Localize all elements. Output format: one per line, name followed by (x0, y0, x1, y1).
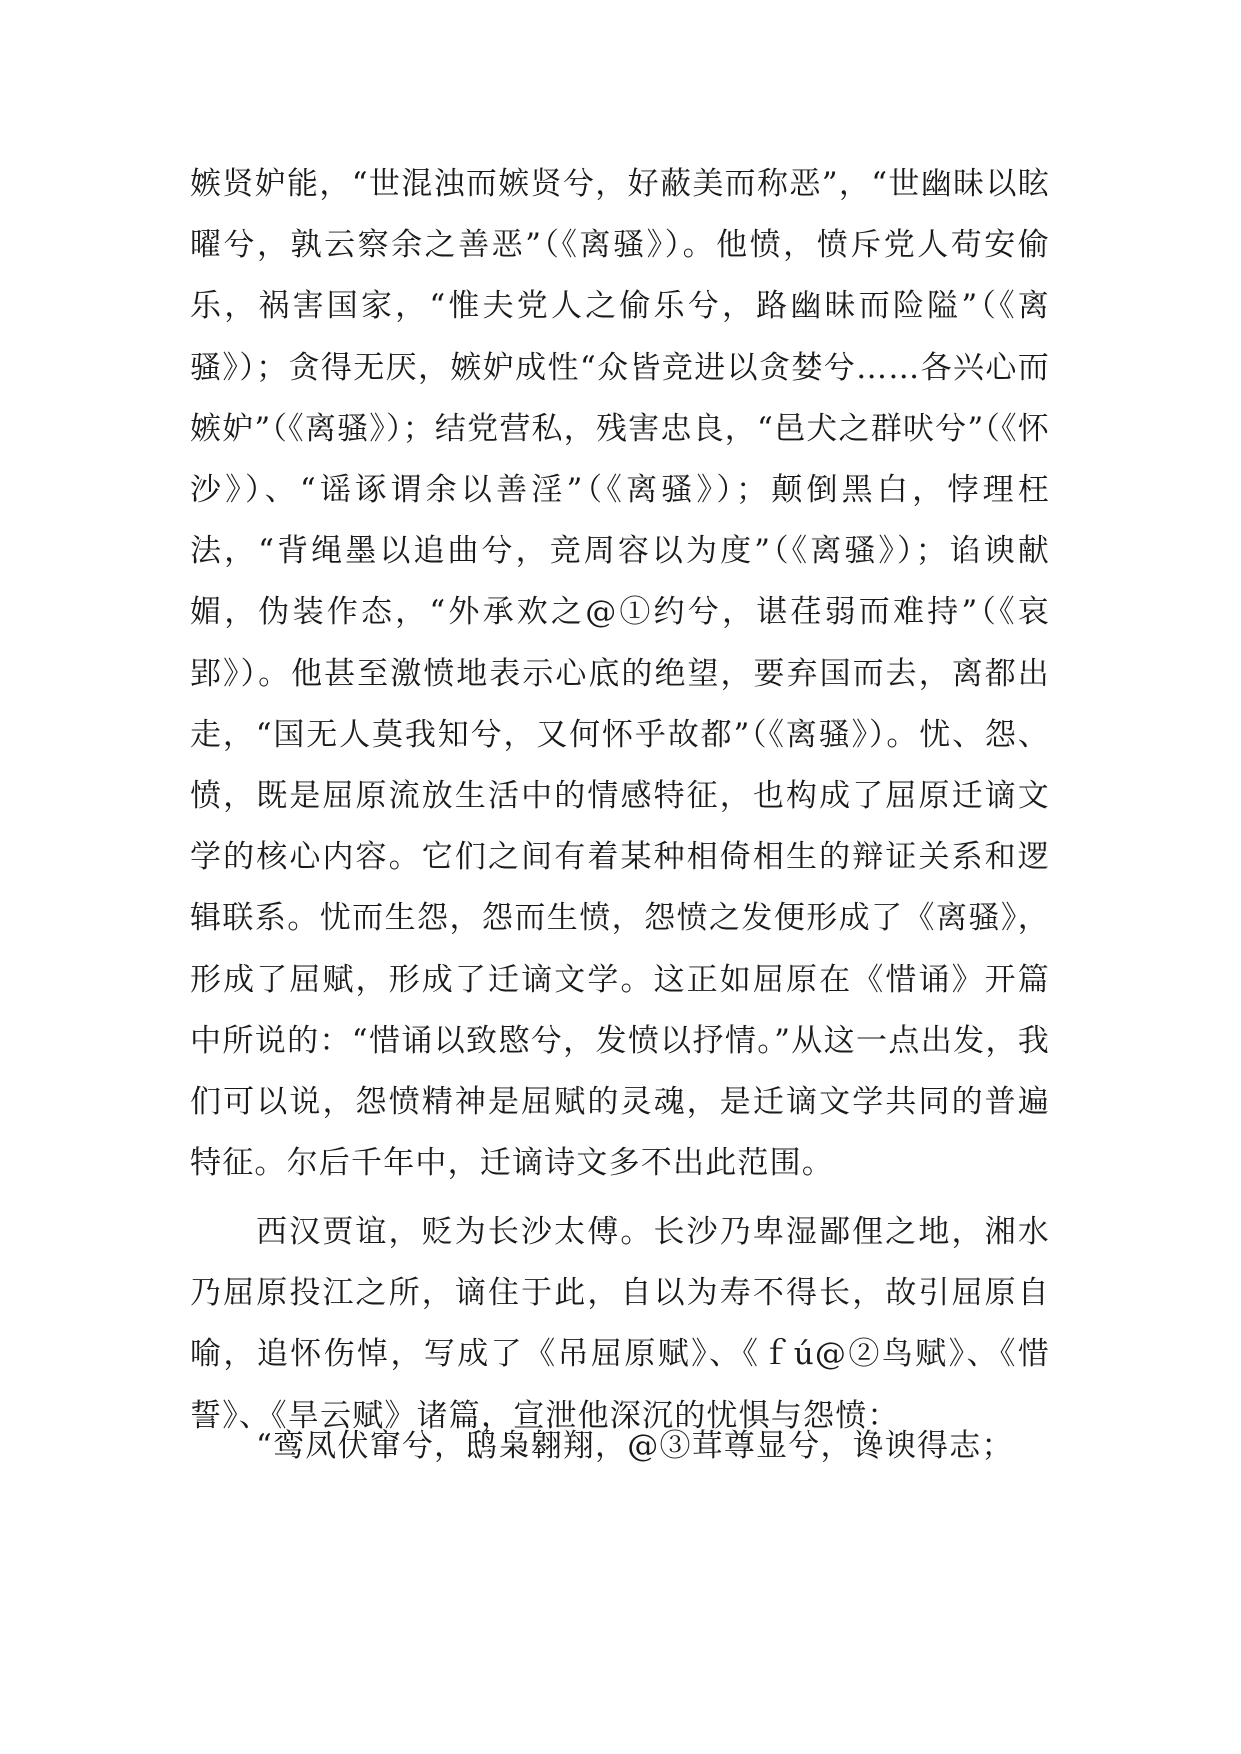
paragraph-jia-yi: 西汉贾谊，贬为长沙太傅。长沙乃卑湿鄙俚之地，湘水乃屈原投江之所，谪住于此，自以为寿不得长，故引屈原自喻，追怀伤悼，写成了《吊屈原赋》、《ｆú@②鸟赋》、《惜誓》、《旱云赋》诸篇，宣泄他深沉的忧惧与怨愤： (190, 1214, 1050, 1434)
paragraph-quotation: “鸾凤伏窜兮，鸱枭翱翔，@③茸尊显兮，谗谀得志； (256, 1428, 1014, 1464)
paragraph-continuation: 嫉贤妒能，“世混浊而嫉贤兮，好蔽美而称恶”，“世幽昧以眩曜兮，孰云察余之善恶”（《离骚》）。他愤，愤斥党人苟安偷乐，祸害国家，“惟夫党人之偷乐兮，路幽昧而险隘”（《离骚》）；贪得无厌，嫉妒成性“众皆竞进以贪婪兮……各兴心而嫉妒”（《离骚》）；结党营私，残害忠良，“邑犬之群吠兮”（《怀沙》）、“谣诼谓余以善淫”（《离骚》）；颠倒黑白，悖理枉法，“背绳墨以追曲兮，竞周容以为度”（《离骚》）；谄谀献媚，伪装作态，“外承欢之@①约兮，谌荏弱而难持”（《哀郢》）。他甚至激愤地表示心底的绝望，要弃国而去，离都出走，“国无人莫我知兮，又何怀乎故都”（《离骚》）。忧、怨、愤，既是屈原流放生活中的情感特征，也构成了屈原迁谪文学的核心内容。它们之间有着某种相倚相生的辩证关系和逻辑联系。忧而生怨，怨而生愤，怨愤之发便形成了《离骚》，形成了屈赋，形成了迁谪文学。这正如屈原在《惜诵》开篇中所说的：“惜诵以致愍兮，发愤以抒情。”从这一点出发，我们可以说，怨愤精神是屈赋的灵魂，是迁谪文学共同的普遍特征。尔后千年中，迁谪诗文多不出此范围。 (190, 166, 1050, 1182)
